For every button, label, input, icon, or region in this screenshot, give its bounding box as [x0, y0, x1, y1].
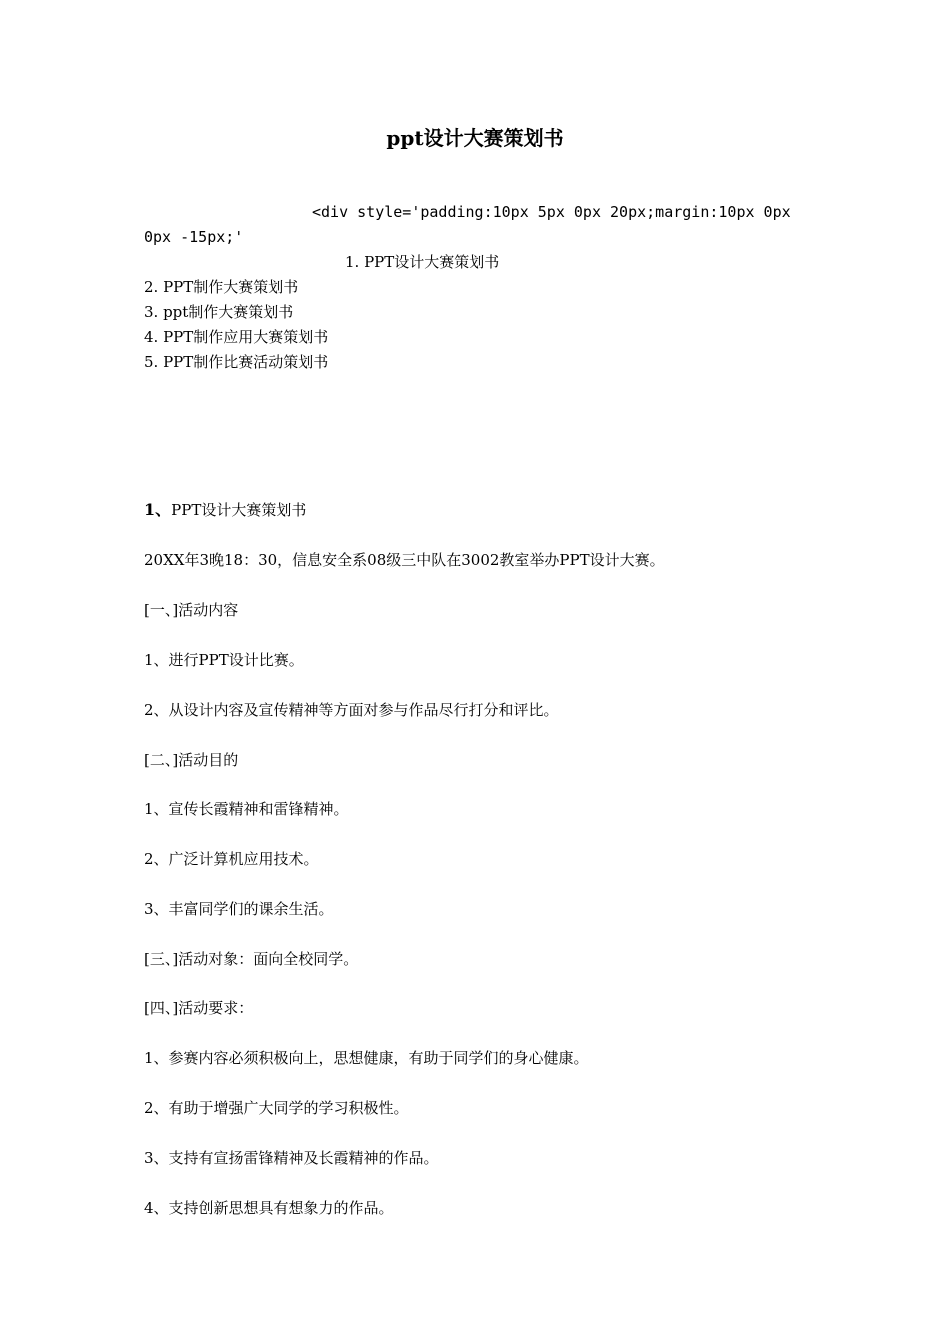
paragraph: 4、支持创新思想具有想象力的作品。: [144, 1199, 394, 1217]
document-title: ppt设计大赛策划书: [386, 126, 564, 150]
paragraph: 20XX年3晚18：30，信息安全系08级三中队在3002教室举办PPT设计大赛。: [144, 551, 665, 569]
code-line-1: <div style='padding:10px 5px 0px 20px;margin:10px 0px: [312, 203, 791, 221]
toc-item-1[interactable]: 1. PPT设计大赛策划书: [345, 253, 500, 271]
paragraph: [二、]活动目的: [144, 751, 239, 769]
toc-item-5[interactable]: 5. PPT制作比赛活动策划书: [144, 353, 329, 371]
paragraph: 2、有助于增强广大同学的学习积极性。: [144, 1099, 409, 1117]
paragraph: 3、丰富同学们的课余生活。: [144, 900, 334, 918]
toc-item-3[interactable]: 3. ppt制作大赛策划书: [144, 303, 294, 321]
section-number: 1、: [144, 500, 172, 519]
paragraph: 1、参赛内容必须积极向上，思想健康，有助于同学们的身心健康。: [144, 1049, 589, 1067]
paragraph: [三、]活动对象：面向全校同学。: [144, 950, 359, 968]
section-heading: [144, 500, 306, 520]
code-line-2: 0px -15px;': [144, 228, 244, 246]
paragraph: 1、宣传长霞精神和雷锋精神。: [144, 800, 349, 818]
section-title: PPT设计大赛策划书: [171, 501, 307, 519]
paragraph: [一、]活动内容: [144, 601, 239, 619]
toc-item-2[interactable]: 2. PPT制作大赛策划书: [144, 278, 299, 296]
paragraph: 1、进行PPT设计比赛。: [144, 651, 304, 669]
paragraph: [四、]活动要求：: [144, 999, 254, 1017]
paragraph: 3、支持有宣扬雷锋精神及长霞精神的作品。: [144, 1149, 439, 1167]
paragraph: 2、广泛计算机应用技术。: [144, 850, 319, 868]
toc-item-4[interactable]: 4. PPT制作应用大赛策划书: [144, 328, 329, 346]
paragraph: 2、从设计内容及宣传精神等方面对参与作品尽行打分和评比。: [144, 701, 559, 719]
